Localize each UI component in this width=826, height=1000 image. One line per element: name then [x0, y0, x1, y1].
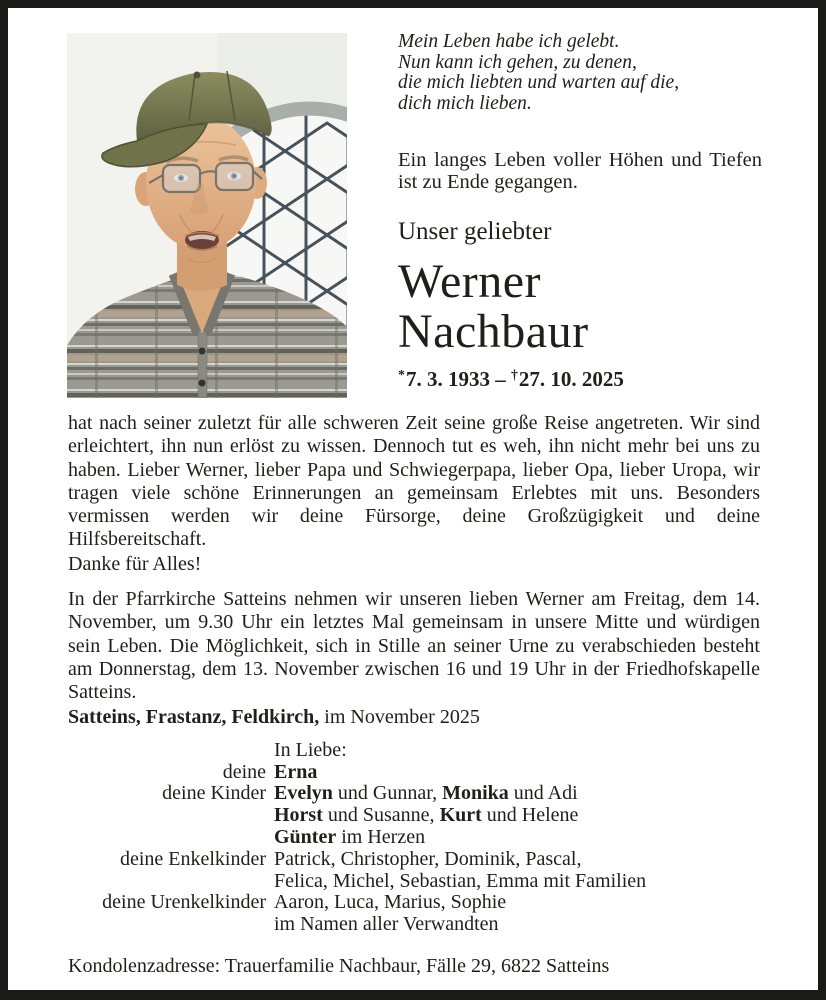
place-month: im November 2025 [319, 705, 480, 728]
family-row [68, 805, 760, 827]
family-list [68, 740, 760, 936]
salutation: Unser geliebter [398, 218, 552, 245]
thanks-line: Danke für Alles! [68, 552, 202, 575]
obituary-body [68, 412, 760, 978]
in-love-heading: In Liebe: [274, 738, 347, 761]
family-row [68, 849, 760, 871]
death-date: 27. 10. 2025 [518, 367, 624, 391]
epitaph-poem [398, 32, 762, 114]
family-row [68, 783, 760, 805]
deceased-name [398, 257, 762, 357]
family-row [68, 827, 760, 849]
place-date-line [68, 706, 760, 729]
dates-separator: – [489, 367, 511, 391]
family-row [68, 762, 760, 784]
family-relation-label [68, 914, 266, 936]
family-member-names: Evelyn und Gunnar, Monika und Adi [274, 782, 578, 805]
family-relation-label: deine [222, 760, 266, 783]
deceased-first-name: Werner [398, 255, 542, 308]
shirt-button [199, 348, 206, 355]
tribute-paragraph: hat nach seiner zuletzt für alle schweren Zeit seine große Reise angetreten. Wir sind erleichtert, ihn nun erlöst zu wissen. Dennoch tut es weh, ihn nicht mehr bei uns zu haben. Lieber Werner, lieber Papa und Schwiegerpapa, lieber Opa, lieber Uropa, wir tragen viele schöne Erinnerungen an gemeinsam Erlebtes mit uns. Besonders vermissen werden wir deine Fürsorge, deine Großzügigkeit und deine Hilfsbereitschaft. [68, 412, 760, 551]
shirt-button [199, 380, 206, 387]
deceased-last-name: Nachbaur [398, 305, 589, 358]
birth-star-symbol: * [398, 367, 406, 383]
intro-column [398, 32, 762, 392]
family-relation-label: deine Kinder [162, 782, 266, 805]
funeral-info-paragraph: In der Pfarrkirche Satteins nehmen wir unseren lieben Werner am Freitag, dem 14. November, um 9.30 Uhr ein letztes Mal gemeinsam in unsere Mitte und würdigen sein Leben. Die Möglichkeit, sich in Stille an seiner Urne zu verabschieden besteht am Donnerstag, dem 13. November zwischen 16 und 19 Uhr in der Friedhofskapelle Satteins. [68, 588, 760, 704]
family-relation-label: deine Urenkelkinder [102, 891, 266, 914]
family-member-names: Erna [274, 760, 318, 783]
family-relation-label [68, 871, 266, 893]
lead-sentence: Ein langes Leben voller Höhen und Tiefen ist zu Ende gegangen. [398, 149, 762, 193]
family-member-names: Felica, Michel, Sebastian, Emma mit Familien [274, 869, 647, 892]
family-member-names: Aaron, Luca, Marius, Sophie [274, 891, 507, 914]
family-relation-label: deine Enkelkinder [119, 847, 266, 870]
birth-date: 7. 3. 1933 [405, 367, 490, 391]
family-member-names: Günter im Herzen [274, 826, 426, 849]
life-dates [398, 367, 762, 392]
family-relation-label [68, 827, 266, 849]
place-names: Satteins, Frastanz, Feldkirch, [68, 705, 320, 728]
family-row [68, 871, 760, 893]
family-row [68, 892, 760, 914]
portrait-photo-illustration [67, 33, 347, 398]
portrait-photo [67, 33, 347, 398]
poem-line: Mein Leben habe ich gelebt. [398, 31, 620, 52]
death-cross-symbol: † [510, 367, 519, 383]
family-row [68, 914, 760, 936]
condolence-address: Kondolenzadresse: Trauerfamilie Nachbaur, Fälle 29, 6822 Satteins [68, 955, 610, 978]
family-relation-label [68, 805, 266, 827]
poem-line: die mich liebten und warten auf die, [398, 72, 680, 93]
family-member-names: Horst und Susanne, Kurt und Helene [274, 804, 579, 827]
family-member-names: Patrick, Christopher, Dominik, Pascal, [274, 847, 582, 870]
poem-line: Nun kann ich gehen, zu denen, [398, 51, 637, 73]
poem-line: dich mich lieben. [398, 92, 532, 114]
family-heading-row [68, 740, 760, 762]
family-member-names: im Namen aller Verwandten [274, 913, 499, 936]
